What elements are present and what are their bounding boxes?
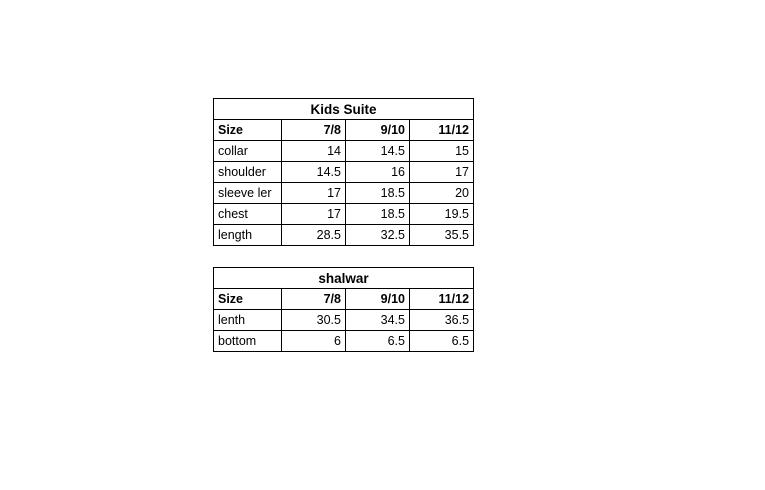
header-cell-9-10: 9/10 (346, 120, 410, 141)
table-title-row (214, 99, 474, 120)
table-title-row (214, 268, 474, 289)
header-cell-7-8: 7/8 (282, 289, 346, 310)
header-cell-11-12: 11/12 (410, 120, 474, 141)
header-cell-size: Size (214, 120, 282, 141)
row-value: 18.5 (346, 183, 410, 204)
size-chart-sheet (213, 98, 473, 352)
row-value: 6.5 (346, 331, 410, 352)
row-value: 32.5 (346, 225, 410, 246)
header-cell-11-12: 11/12 (410, 289, 474, 310)
header-cell-9-10: 9/10 (346, 289, 410, 310)
table-row (214, 331, 474, 352)
row-value: 18.5 (346, 204, 410, 225)
table-row (214, 310, 474, 331)
table-title: shalwar (214, 268, 474, 289)
row-value: 28.5 (282, 225, 346, 246)
row-value: 15 (410, 141, 474, 162)
row-value: 17 (282, 204, 346, 225)
row-label: lenth (214, 310, 282, 331)
row-value: 6 (282, 331, 346, 352)
row-value: 20 (410, 183, 474, 204)
row-value: 17 (282, 183, 346, 204)
shalwar-table (213, 267, 474, 352)
row-value: 14.5 (282, 162, 346, 183)
row-label: sleeve ler (214, 183, 282, 204)
table-header-row (214, 120, 474, 141)
row-label: shoulder (214, 162, 282, 183)
row-label: bottom (214, 331, 282, 352)
row-value: 17 (410, 162, 474, 183)
table-row (214, 162, 474, 183)
row-label: length (214, 225, 282, 246)
table-header-row (214, 289, 474, 310)
table-row (214, 183, 474, 204)
row-value: 6.5 (410, 331, 474, 352)
row-value: 35.5 (410, 225, 474, 246)
row-value: 19.5 (410, 204, 474, 225)
table-row (214, 141, 474, 162)
header-cell-size: Size (214, 289, 282, 310)
row-value: 36.5 (410, 310, 474, 331)
row-label: collar (214, 141, 282, 162)
row-value: 16 (346, 162, 410, 183)
row-value: 14 (282, 141, 346, 162)
row-value: 30.5 (282, 310, 346, 331)
header-cell-7-8: 7/8 (282, 120, 346, 141)
table-title: Kids Suite (214, 99, 474, 120)
kids-suite-table (213, 98, 474, 246)
row-value: 14.5 (346, 141, 410, 162)
row-label: chest (214, 204, 282, 225)
row-value: 34.5 (346, 310, 410, 331)
table-row (214, 225, 474, 246)
table-gap (213, 246, 473, 267)
table-row (214, 204, 474, 225)
